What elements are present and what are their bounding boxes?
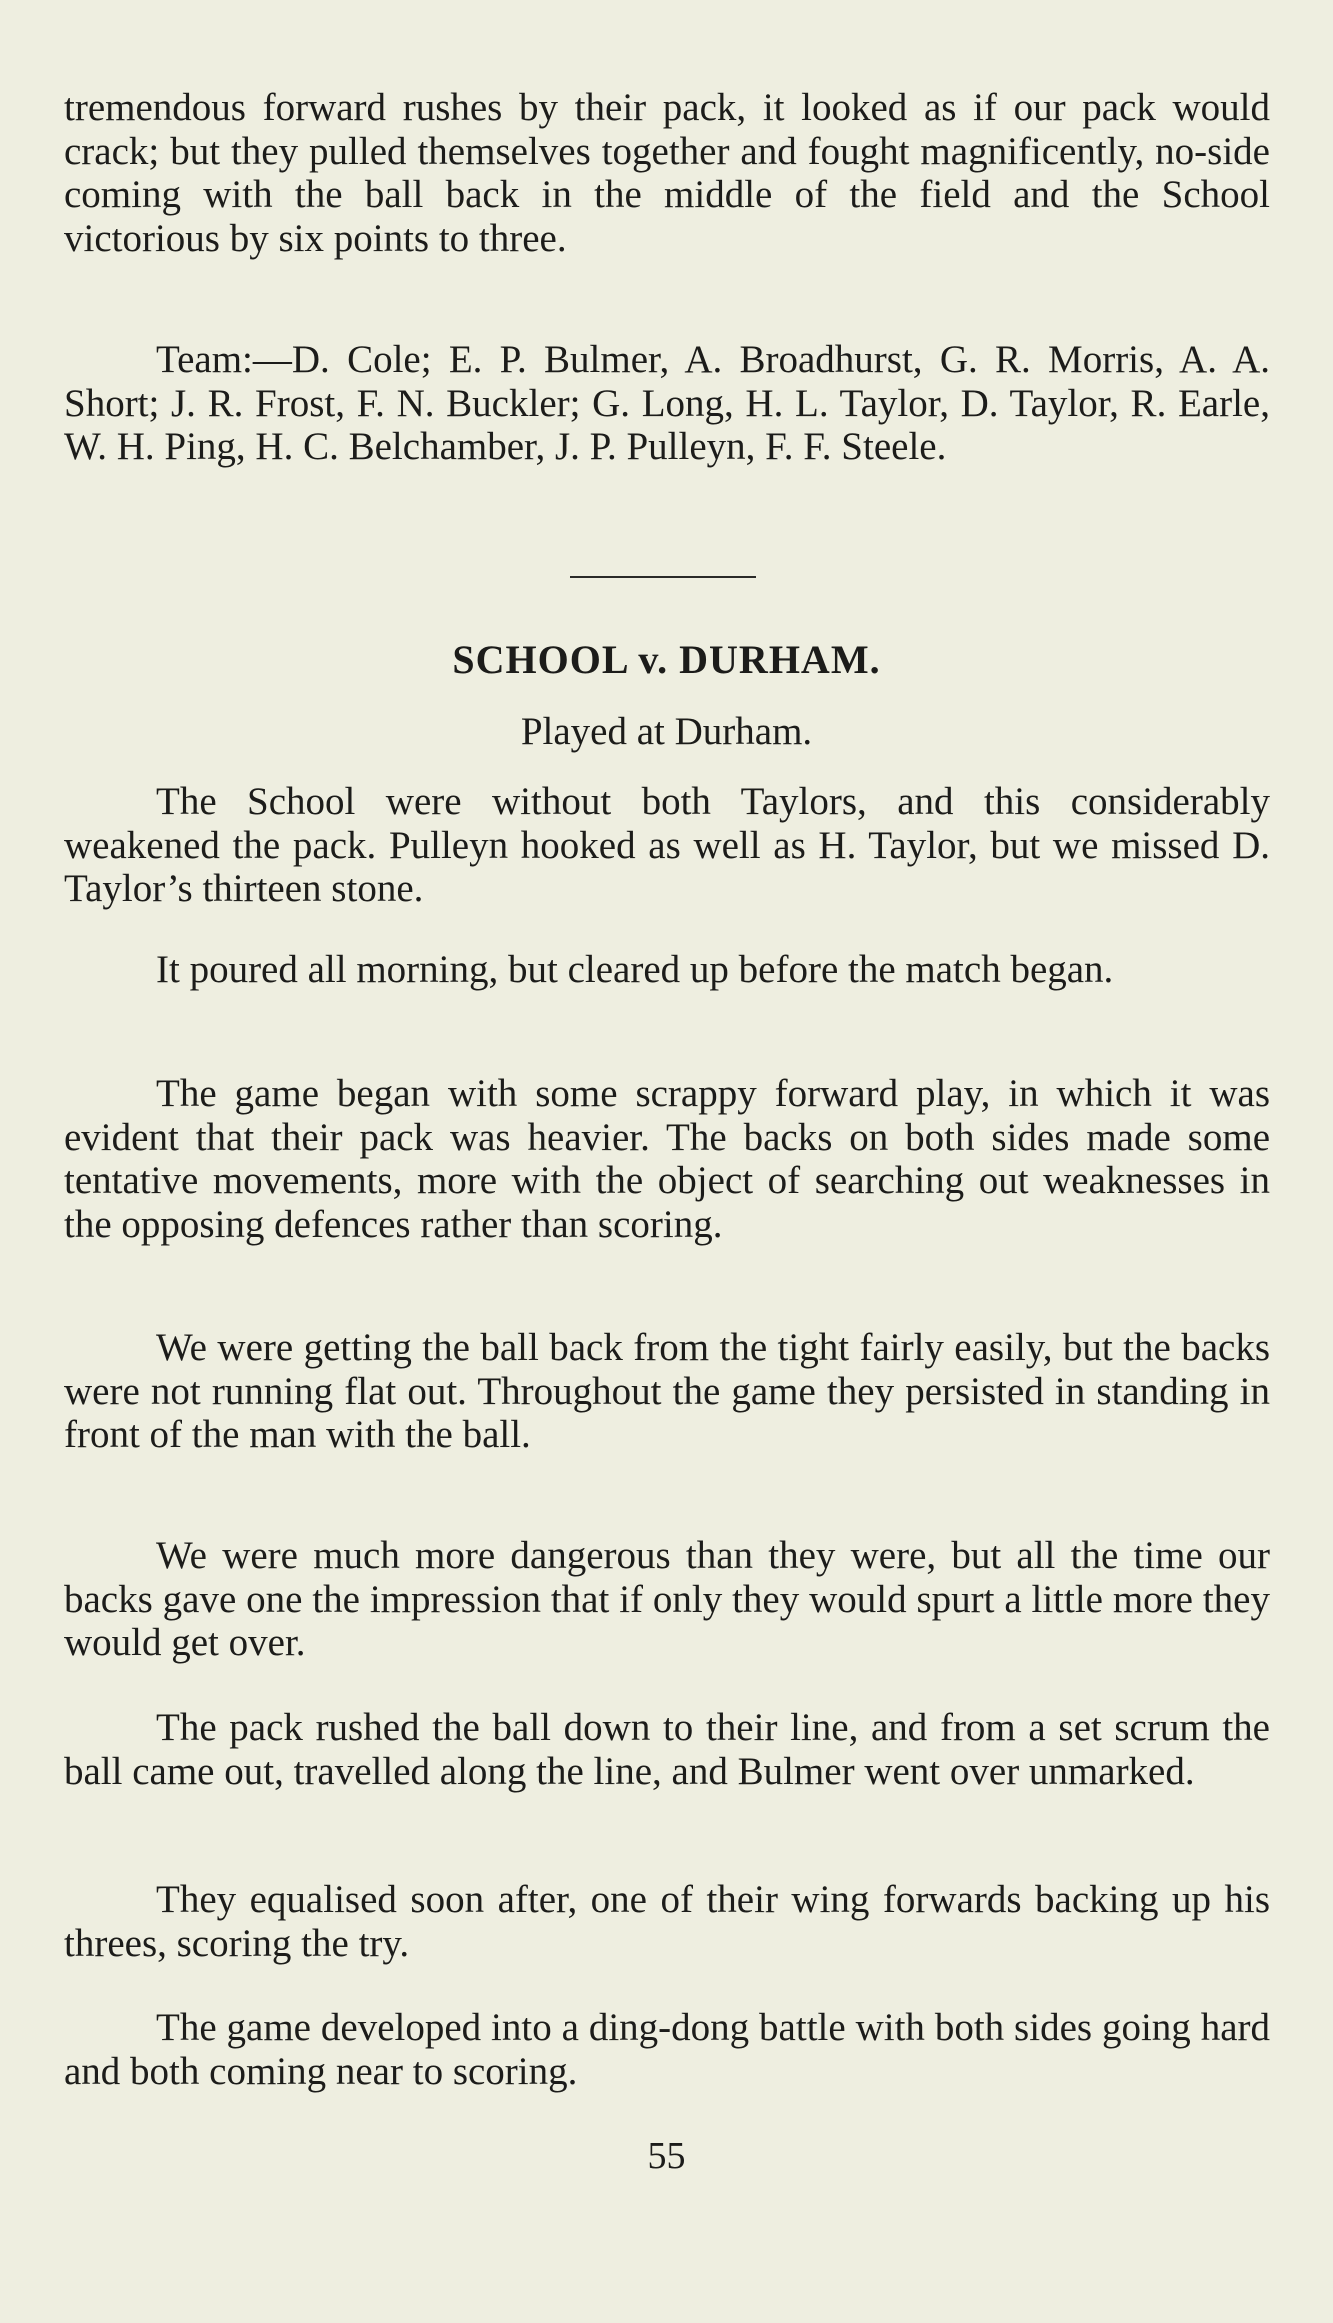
page-number: 55 bbox=[647, 2135, 686, 2177]
paragraph-team-list: Team:—D. Cole; E. P. Bulmer, A. Broadhurst, G. R. Morris, A. A. Short; J. R. Frost, F. N. Buckler; G. Long, H. L. Taylor, D. Taylor, R. Earle, W. H. Ping, H. C. Belchamber, J. P. Pulleyn, F. F. Steele. bbox=[64, 338, 1270, 468]
paragraph: We were getting the ball back from the tight fairly easily, but the backs were not running flat out. Throughout the game they persisted in standing in front of the man with the ball. bbox=[64, 1326, 1270, 1456]
paragraph: They equalised soon after, one of their wing forwards backing up his threes, scoring the try. bbox=[64, 1878, 1270, 1965]
section-heading: SCHOOL v. DURHAM. bbox=[452, 637, 881, 682]
paragraph: The School were without both Taylors, and this considerably weakened the pack. Pulleyn hooked as well as H. Taylor, but we missed D. Taylor’s thirteen stone. bbox=[64, 780, 1270, 910]
section-divider bbox=[570, 576, 756, 578]
paragraph: The game began with some scrappy forward play, in which it was evident that their pack was heavier. The backs on both sides made some tentative movements, more with the object of searching out weaknesses in the opposing defences rather than scoring. bbox=[64, 1072, 1270, 1246]
match-venue: Played at Durham. bbox=[520, 710, 813, 753]
paragraph-match-conclusion: tremendous forward rushes by their pack, it looked as if our pack would crack; but they pulled themselves together and fought magnificently, no-side coming with the ball back in the middle of the field and the School victorious by six points to three. bbox=[64, 86, 1270, 260]
paragraph: The game developed into a ding-dong battle with both sides going hard and both coming near to scoring. bbox=[64, 2006, 1270, 2093]
paragraph: We were much more dangerous than they were, but all the time our backs gave one the impression that if only they would spurt a little more they would get over. bbox=[64, 1534, 1270, 1664]
paragraph: It poured all morning, but cleared up before the match began. bbox=[156, 948, 1114, 991]
paragraph: The pack rushed the ball down to their line, and from a set scrum the ball came out, travelled along the line, and Bulmer went over unmarked. bbox=[64, 1706, 1270, 1793]
